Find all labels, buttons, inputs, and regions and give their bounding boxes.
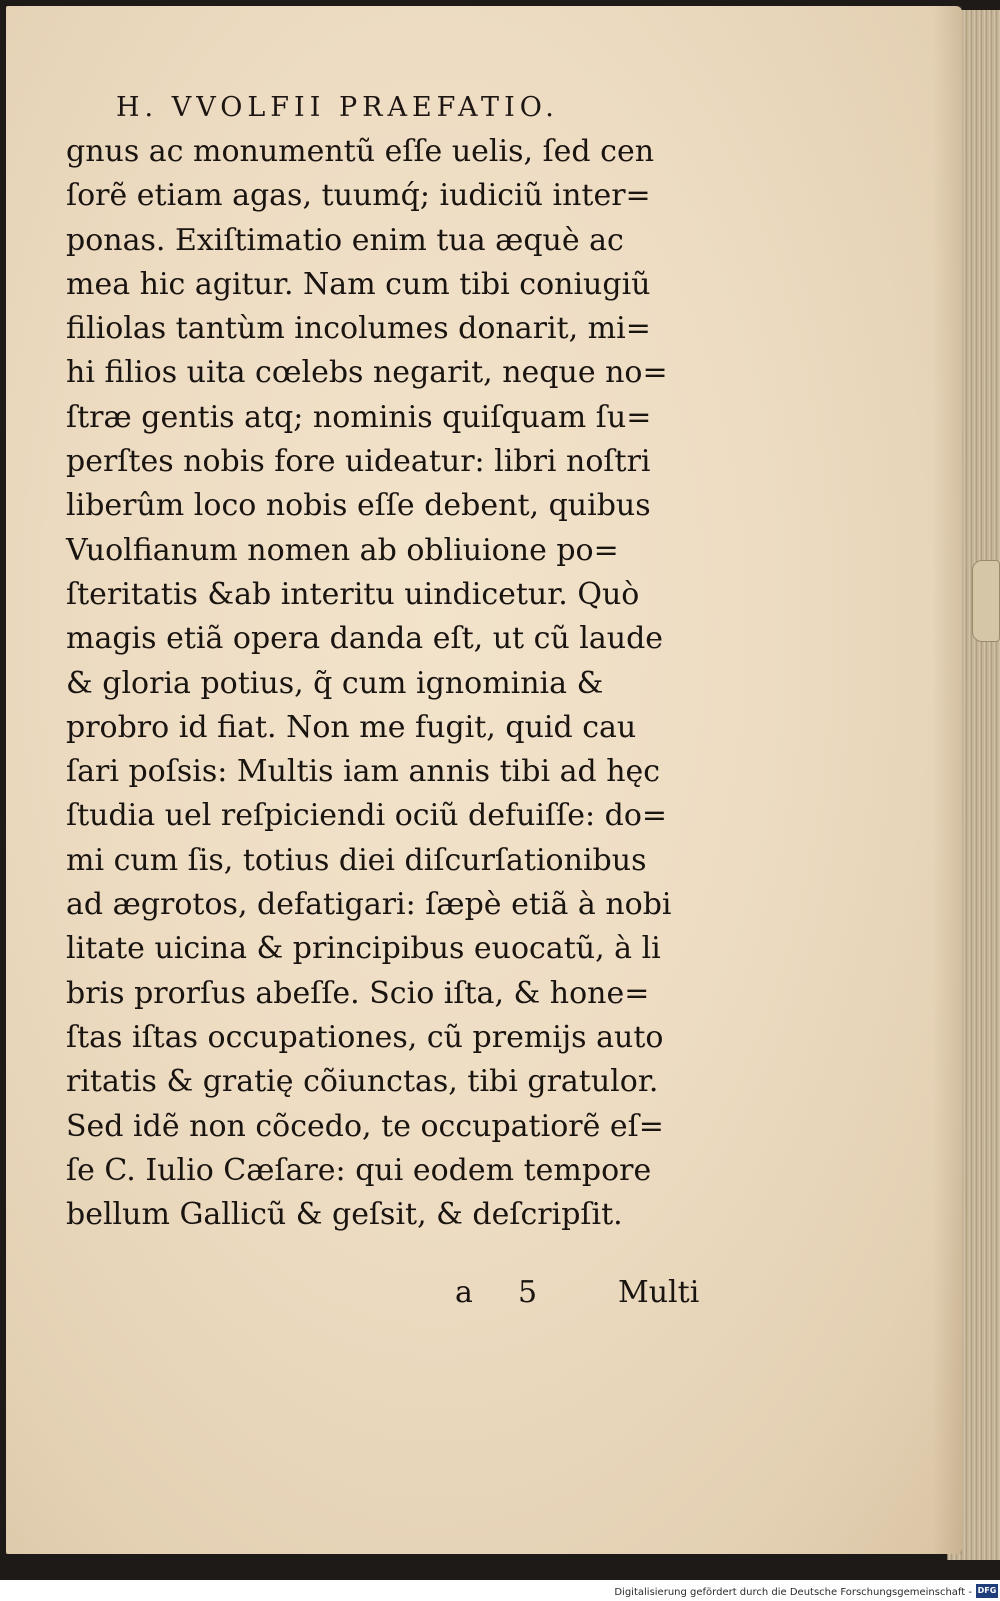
text-line: filiolas tantùm incolumes donarit, mi=: [66, 311, 651, 347]
book-clasp: [972, 560, 1000, 642]
text-line: hi filios uita cœlebs negarit, neque no=: [66, 355, 668, 391]
text-line: probro id fiat. Non me fugit, quid cau: [66, 709, 637, 745]
text-line: ſari poſsis: Multis iam annis tibi ad hęc: [66, 754, 661, 790]
text-line: litate uicina & principibus euocatũ, à li: [66, 931, 661, 967]
text-line: ſtas iſtas occupationes, cũ premijs auto: [66, 1019, 664, 1055]
dfg-logo: DFG: [976, 1584, 998, 1598]
text-line: & gloria potius, q̃ cum ignominia &: [66, 665, 604, 701]
text-line: Sed idẽ non cõcedo, te occupatiorẽ eſ=: [66, 1108, 664, 1144]
text-line: magis etiã opera danda eſt, ut cũ laude: [66, 621, 664, 657]
signature-number: 5: [518, 1275, 538, 1310]
text-line: perſtes nobis fore uideatur: libri noſtri: [66, 444, 651, 480]
text-line: gnus ac monumentũ eſſe uelis, ſed cen: [66, 134, 655, 169]
page-footer: [0, 1275, 1000, 1315]
catchword: Multi: [618, 1275, 700, 1310]
text-line: ritatis & gratię cõiunctas, tibi gratulor.: [66, 1064, 659, 1100]
text-line: ponas. Exiſtimatio enim tua æquè ac: [66, 222, 624, 258]
signature-mark: a: [455, 1275, 473, 1310]
running-head: H. VVOLFII PRAEFATIO.: [116, 92, 559, 123]
text-line: mea hic agitur. Nam cum tibi coniugiũ: [66, 266, 651, 302]
text-line: ſtræ gentis atq; nominis quiſquam ſu=: [66, 399, 652, 435]
credit-bar: [0, 1580, 1000, 1601]
text-line: ſe C. Iulio Cæſare: qui eodem tempore: [66, 1152, 652, 1188]
text-line: ſtudia uel reſpiciendi ociũ defuiſſe: do=: [66, 798, 668, 834]
text-line: ad ægrotos, defatigari: ſæpè etiã à nobi: [66, 887, 672, 923]
text-line: ſteritatis &ab interitu uindicetur. Quò: [66, 576, 640, 612]
text-line: liberûm loco nobis eſſe debent, quibus: [66, 488, 651, 524]
body-text: [66, 130, 716, 1237]
text-line: bellum Gallicũ & geſsit, & deſcripſit.: [66, 1197, 623, 1233]
text-line: Vuolfianum nomen ab obliuione po=: [66, 532, 619, 568]
text-line: ſorẽ etiam agas, tuumq́; iudiciũ inter=: [66, 178, 651, 214]
digitization-credit: Digitalisierung gefördert durch die Deutsche Forschungsgemeinschaft -: [614, 1587, 972, 1598]
text-line: mi cum ſis, totius diei diſcurſationibus: [66, 842, 647, 878]
text-line: bris prorſus abeſſe. Scio iſta, & hone=: [66, 975, 650, 1011]
